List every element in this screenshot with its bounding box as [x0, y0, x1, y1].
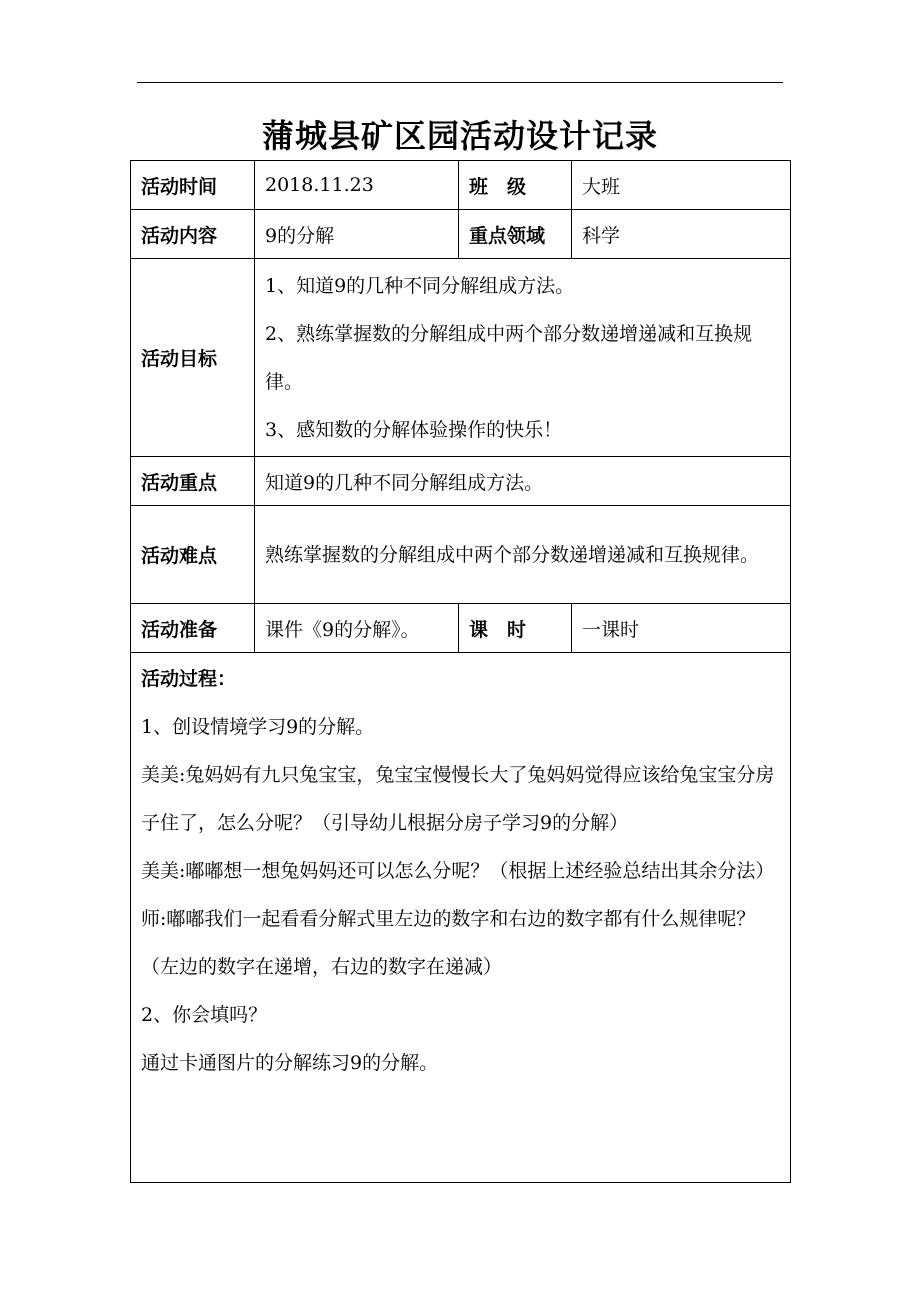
domain-label: 重点领域	[459, 210, 572, 259]
row-key-point	[131, 457, 791, 506]
document-title: 蒲城县矿区园活动设计记录	[261, 117, 658, 155]
process-paragraph: 通过卡通图片的分解练习9的分解。	[141, 1052, 439, 1074]
process-paragraph: 美美:兔妈妈有九只兔宝宝，兔宝宝慢慢长大了兔妈妈觉得应该给兔宝宝分房子住了，怎么分呢？（引导幼儿根据分房子学习9的分解）	[141, 764, 775, 834]
time-label: 活动时间	[131, 161, 255, 210]
header-rule	[137, 82, 783, 83]
goal-item: 3、感知数的分解体验操作的快乐！	[265, 418, 563, 441]
row-difficulty	[131, 506, 791, 604]
period-label: 课 时	[459, 604, 572, 653]
process-label: 活动过程：	[141, 668, 237, 690]
content-value: 9的分解	[255, 210, 459, 259]
time-value: 2018.11.23	[255, 161, 459, 210]
goal-item: 1、知道9的几种不同分解组成方法。	[265, 274, 575, 297]
goals-content	[255, 259, 791, 457]
content-label: 活动内容	[131, 210, 255, 259]
row-content-domain	[131, 210, 791, 259]
period-value: 一课时	[572, 604, 791, 653]
class-value: 大班	[572, 161, 791, 210]
goal-item: 2、熟练掌握数的分解组成中两个部分数递增递减和互换规律。	[265, 322, 753, 393]
process-paragraph: 1、创设情境学习9的分解。	[141, 716, 375, 738]
row-preparation	[131, 604, 791, 653]
row-goals	[131, 259, 791, 457]
preparation-label: 活动准备	[131, 604, 255, 653]
difficulty-label: 活动难点	[131, 506, 255, 604]
difficulty-value: 熟练掌握数的分解组成中两个部分数递增递减和互换规律。	[255, 506, 791, 604]
activity-record-table	[130, 160, 791, 1183]
goals-label: 活动目标	[131, 259, 255, 457]
key-point-value: 知道9的几种不同分解组成方法。	[255, 457, 791, 506]
process-content	[131, 653, 791, 1183]
process-paragraph: 2、你会填吗？	[141, 1004, 268, 1026]
class-label: 班 级	[459, 161, 572, 210]
row-process	[131, 653, 791, 1183]
key-point-label: 活动重点	[131, 457, 255, 506]
process-paragraph: 美美:嘟嘟想一想兔妈妈还可以怎么分呢？（根据上述经验总结出其余分法）	[141, 860, 775, 882]
preparation-value: 课件《9的分解》。	[255, 604, 459, 653]
process-paragraph: 师:嘟嘟我们一起看看分解式里左边的数字和右边的数字都有什么规律呢？（左边的数字在递增，右边的数字在递减）	[141, 908, 756, 978]
row-time-class	[131, 161, 791, 210]
domain-value: 科学	[572, 210, 791, 259]
